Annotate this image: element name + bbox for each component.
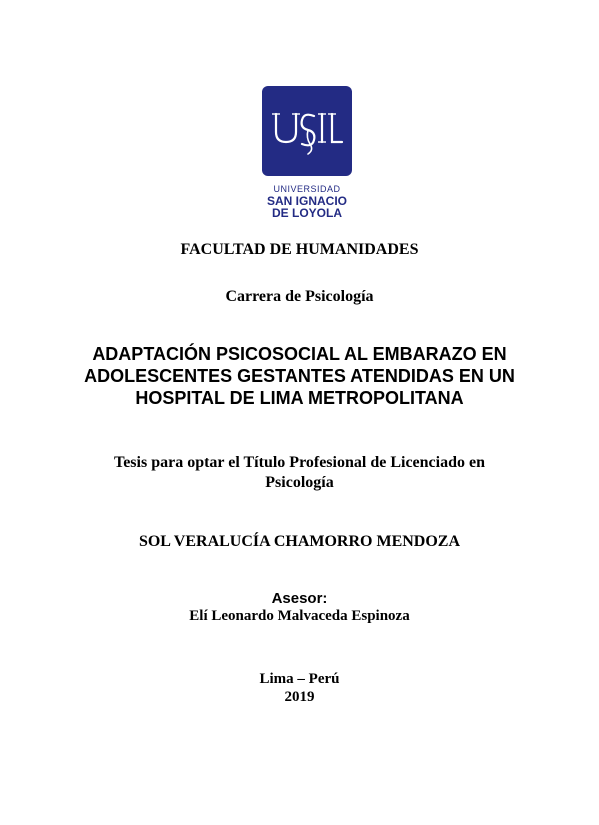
logo-name-line-2: DE LOYOLA [271, 206, 342, 220]
advisor-name: Elí Leonardo Malvaceda Espinoza [189, 608, 410, 624]
thesis-title: ADAPTACIÓN PSICOSOCIAL AL EMBARAZO EN ADOLESCENTES GESTANTES ATENDIDAS EN UN HOSPITAL DE LIMA METROPOLITANA [84, 344, 515, 408]
year-line: 2019 [284, 689, 315, 705]
author-name: SOL VERALUCÍA CHAMORRO MENDOZA [138, 533, 461, 550]
usil-monogram-icon [262, 86, 352, 176]
thesis-purpose: Tesis para optar el Título Profesional de Licenciado en Psicología [114, 454, 485, 491]
logo-university-label: UNIVERSIDAD [273, 184, 341, 194]
advisor-label: Asesor: [271, 590, 328, 607]
career-heading: Carrera de Psicología [225, 288, 374, 305]
place-line: Lima – Perú [259, 671, 340, 687]
faculty-heading: FACULTAD DE HUMANIDADES [180, 241, 419, 258]
university-logo-emblem [262, 86, 352, 176]
logo-name-line-1: SAN IGNACIO [266, 194, 347, 208]
